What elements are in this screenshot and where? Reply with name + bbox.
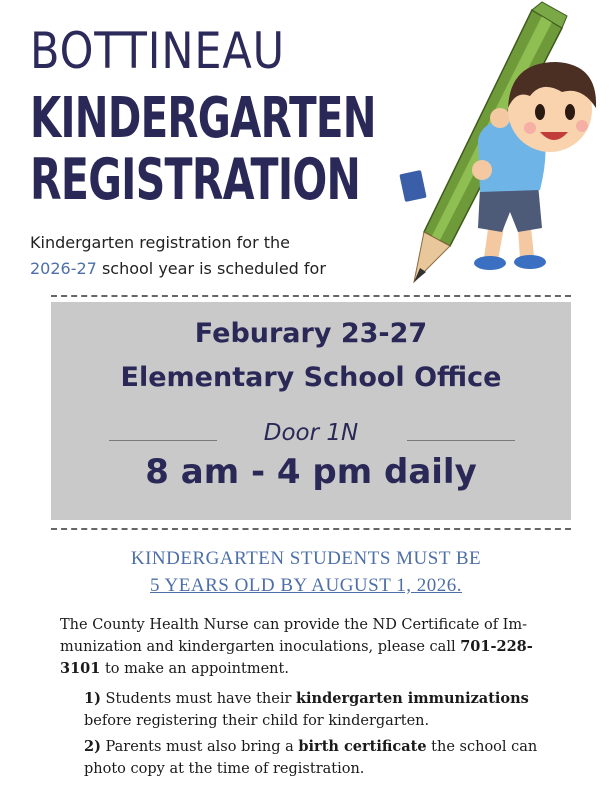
event-door: Door 1N [263,420,359,446]
intro-line-2 [30,256,326,282]
title-registration: REGISTRATION [30,147,361,213]
item-1-bold: kindergarten immunizations [296,690,529,707]
nurse-line-3 [60,658,570,680]
event-dates: Feburary 23-27 [194,318,428,349]
age-requirement-line-1: KINDERGARTEN STUDENTS MUST BE [130,548,482,569]
item-1-line-1 [84,688,574,710]
age-requirement-line-2: 5 YEARS OLD BY AUGUST 1, 2026. [150,575,462,596]
requirement-item-2 [84,736,574,780]
boy-with-pencil-illustration [392,0,607,290]
title-bottineau: BOTTINEAU [30,22,286,80]
phone-number-part-2: 3101 [60,660,101,677]
event-details-box [51,302,571,520]
door-rule-right [407,440,515,441]
phone-number-part-1: 701-228- [460,638,533,655]
item-1-pre: Students must have their [100,691,296,707]
event-location: Elementary School Office [120,362,502,393]
item-2-number: 2) [84,738,101,755]
item-2-line-1 [84,736,574,758]
dashed-divider-bottom [51,528,571,530]
nurse-line-2-text: munization and kindergarten inoculations, please call [60,639,461,655]
nurse-paragraph [60,614,570,680]
requirement-item-1 [84,688,574,732]
item-1-line-2: before registering their child for kindergarten. [84,713,430,729]
item-2-line-2: photo copy at the time of registration. [84,761,365,777]
item-2-pre: Parents must also bring a [100,739,299,755]
item-2-post-a: the school can [426,739,538,755]
dashed-divider-top [51,295,571,297]
item-2-bold: birth certificate [298,738,427,755]
intro-line-2-rest: school year is scheduled for [96,259,326,278]
nurse-line-3-text: to make an appointment. [100,661,289,677]
intro-line-1: Kindergarten registration for the [30,233,290,252]
intro-text [30,230,326,282]
school-year: 2026-27 [30,259,97,278]
event-hours: 8 am - 4 pm daily [145,452,477,492]
nurse-line-2 [60,636,570,658]
title-kindergarten: KINDERGARTEN [30,86,376,151]
nurse-line-1: The County Health Nurse can provide the ND Certificate of Im- [60,617,528,633]
item-1-number: 1) [84,690,101,707]
